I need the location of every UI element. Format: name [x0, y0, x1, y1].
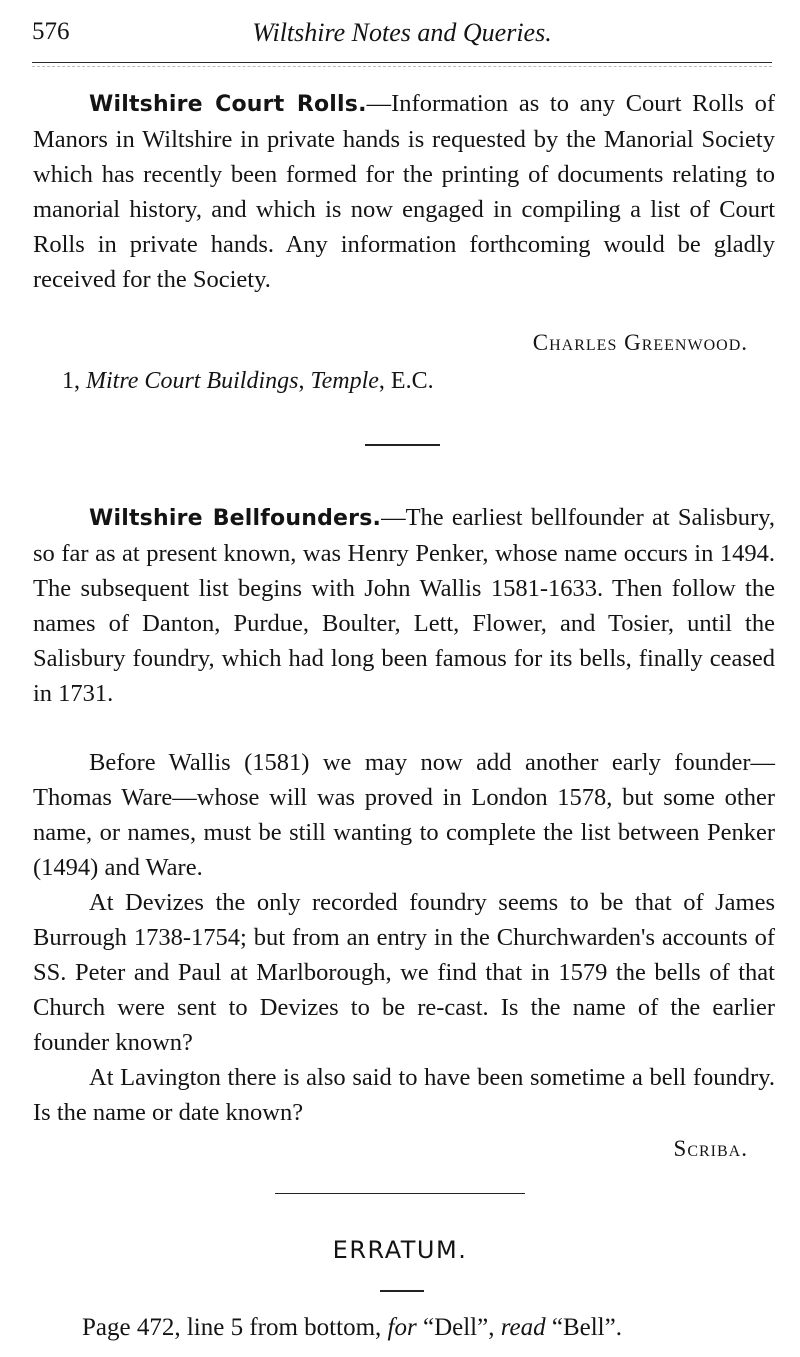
court-rolls-heading: Wiltshire Court Rolls.	[89, 92, 367, 117]
court-rolls-text: —Information as to any Court Rolls of Manors in Wiltshire in private hands is requested by the Manorial Society which has recently been formed for the printing of documents relating to manorial history, and which is now engaged in compiling a list of Court Rolls in private hands. Any information forthcoming would be gladly received for the Society.	[33, 90, 775, 293]
bellfounders-paragraph-4: At Lavington there is also said to have been sometime a bell foundry. Is the name or date known?	[33, 1064, 775, 1126]
address-temple: Temple	[310, 368, 379, 394]
running-title: Wiltshire Notes and Queries.	[252, 18, 552, 47]
header-rule	[32, 62, 772, 63]
address-postal: , E.C.	[378, 368, 434, 394]
bellfounders-signature: Scriba.	[673, 1136, 748, 1161]
bellfounders-text-1: —The earliest bellfounder at Salisbury, so far as at present known, was Henry Penker, whose name occurs in 1494. The subsequent list begins with John Wallis 1581-1633. Then follow the names of Danton, Purdue, Boulter, Lett, Flower, and Tosier, until the Salisbury foundry, which had long been famous for its bells, finally ceased in 1731.	[33, 504, 776, 707]
header-rule-faint	[32, 66, 772, 67]
section-divider-long	[275, 1193, 525, 1194]
court-rolls-paragraph	[33, 86, 775, 297]
erratum-title: ERRATUM.	[332, 1236, 468, 1264]
erratum-wrong: “Dell”,	[416, 1314, 501, 1341]
address-building: Mitre Court Buildings	[86, 368, 299, 394]
page-header	[32, 14, 772, 50]
bellfounders-heading: Wiltshire Bellfounders.	[89, 506, 382, 531]
erratum-divider	[380, 1290, 424, 1292]
erratum-text	[82, 1314, 622, 1342]
bellfounders-paragraph-3: At Devizes the only recorded foundry seems to be that of James Burrough 1738-1754; but from an entry in the Churchwarden's accounts of SS. Peter and Paul at Marlborough, we find that in 1579 the bells of that Church were sent to Devizes to be re-cast. Is the name of the earlier founder known?	[33, 889, 775, 1056]
address-separator: ,	[298, 368, 311, 394]
erratum-for: for	[387, 1314, 417, 1341]
bellfounders-paragraph-2: Before Wallis (1581) we may now add another early founder—Thomas Ware—whose will was proved in London 1578, but some other name, or names, must be still wanting to complete the list between Penker (1494) and Ware.	[33, 749, 775, 881]
bellfounders-paragraph-1	[33, 500, 775, 711]
erratum-lead: Page 472, line 5 from bottom,	[82, 1314, 388, 1341]
court-rolls-address	[62, 368, 434, 395]
address-number: 1,	[62, 368, 86, 394]
section-divider	[365, 444, 440, 446]
erratum-right: “Bell”.	[545, 1314, 622, 1341]
page-number: 576	[32, 18, 70, 45]
court-rolls-signature: Charles Greenwood.	[532, 330, 748, 355]
erratum-read: read	[500, 1314, 546, 1341]
